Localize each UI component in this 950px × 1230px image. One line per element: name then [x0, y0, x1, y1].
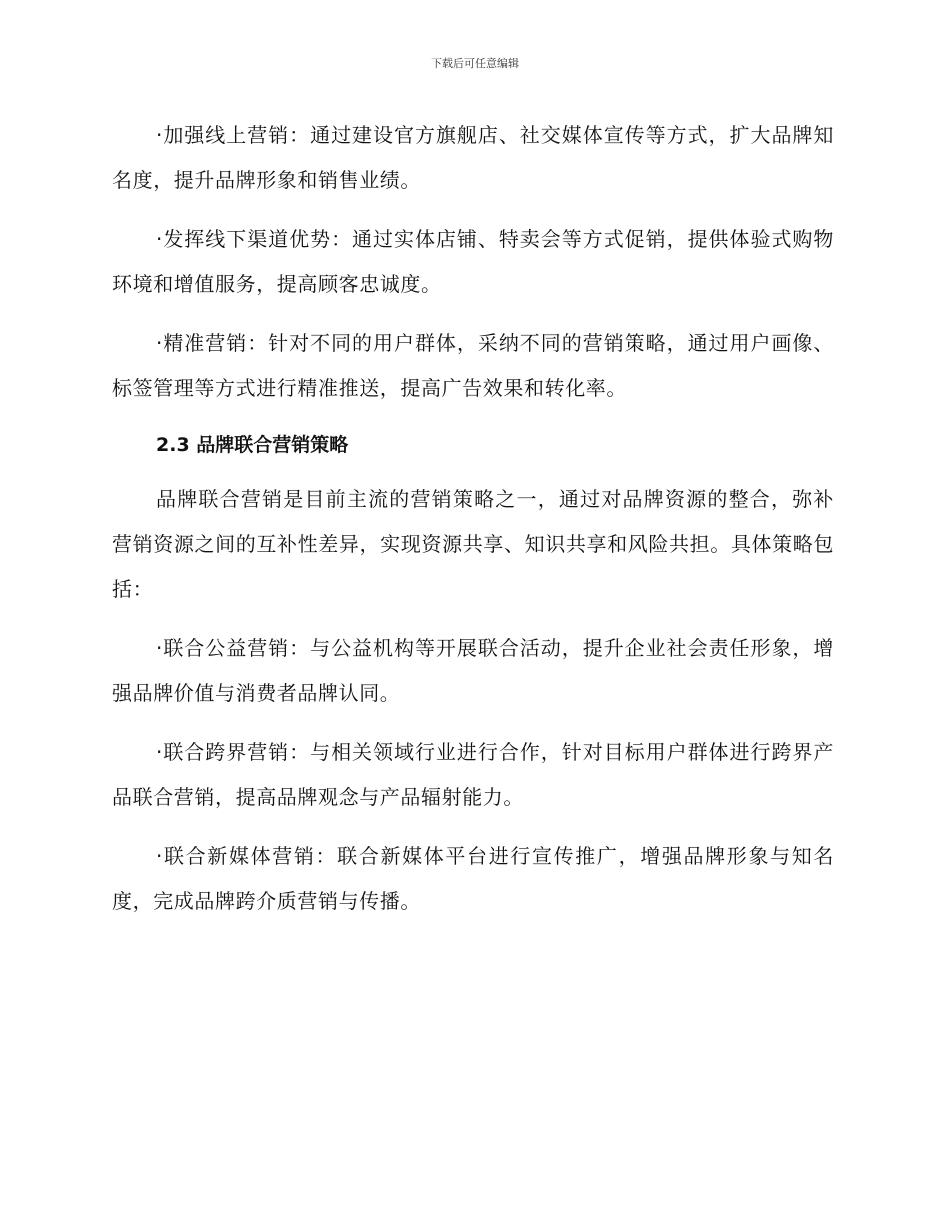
- bullet-precision-marketing: ·精准营销：针对不同的用户群体，采纳不同的营销策略，通过用户画像、标签管理等方式进行精准推送，提高广告效果和转化率。: [112, 331, 834, 400]
- section-intro: 品牌联合营销是目前主流的营销策略之一，通过对品牌资源的整合，弥补营销资源之间的互补性差异，实现资源共享、知识共享和风险共担。具体策略包括：: [112, 487, 834, 601]
- bullet-joint-charity: ·联合公益营销：与公益机构等开展联合活动，提升企业社会责任形象，增强品牌价值与消费者品牌认同。: [112, 636, 834, 705]
- bullet-joint-crossover: ·联合跨界营销：与相关领域行业进行合作，针对目标用户群体进行跨界产品联合营销，提高品牌观念与产品辐射能力。: [112, 740, 834, 809]
- bullet-offline-channel: ·发挥线下渠道优势：通过实体店铺、特卖会等方式促销，提供体验式购物环境和增值服务，提高顾客忠诚度。: [112, 227, 834, 296]
- bullet-joint-new-media: ·联合新媒体营销：联合新媒体平台进行宣传推广，增强品牌形象与知名度，完成品牌跨介质营销与传播。: [112, 844, 834, 913]
- document-body: [112, 113, 834, 938]
- page-header: 下载后可任意编辑: [431, 57, 519, 70]
- bullet-online-marketing: ·加强线上营销：通过建设官方旗舰店、社交媒体宣传等方式，扩大品牌知名度，提升品牌形象和销售业绩。: [112, 123, 834, 192]
- section-heading: 2.3 品牌联合营销策略: [156, 434, 349, 456]
